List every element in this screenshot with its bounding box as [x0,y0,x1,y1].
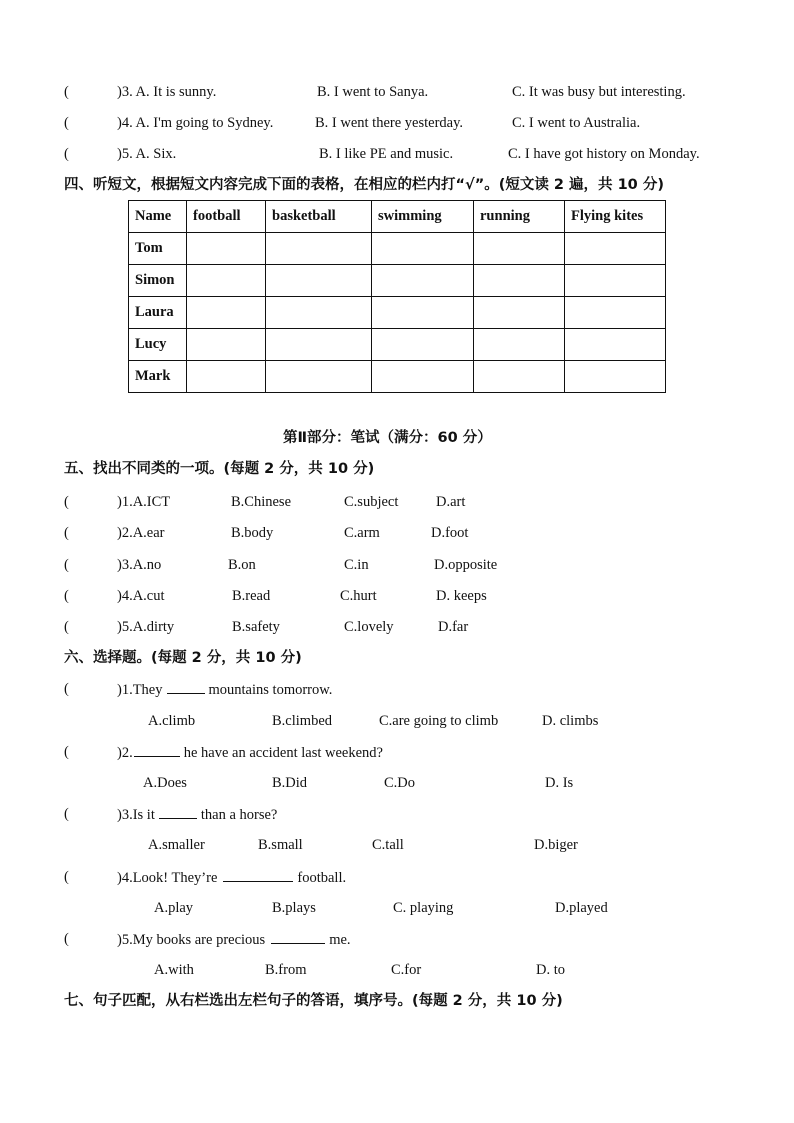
option-c: C.hurt [340,588,377,604]
fill-blank[interactable] [159,804,197,819]
row-name: Simon [129,265,187,297]
answer-cell[interactable] [474,361,565,393]
section-5-heading: 五、找出不同类的一项。(每题 2 分，共 10 分) [64,461,375,477]
answer-cell[interactable] [187,361,266,393]
table-row [129,361,666,393]
option-b: B.Chinese [231,494,292,510]
row-name: Mark [129,361,187,393]
answer-cell[interactable] [372,265,474,297]
option-c: C.in [344,557,369,573]
option-a: A.with [154,962,194,978]
option-b: B.small [258,837,303,853]
answer-paren: ( [64,588,69,604]
option-c: C.tall [372,837,404,853]
question-tail: he have an accident last weekend? [183,745,383,761]
option-c: C.lovely [344,619,394,635]
answer-paren: ( [64,806,69,822]
option-d: D. climbs [542,713,599,729]
option-c: C. playing [393,900,454,916]
question-tail: mountains tomorrow. [208,682,333,698]
table-row [129,265,666,297]
table-row [129,329,666,361]
answer-paren: ( [64,84,69,100]
option-b: B.plays [272,900,316,916]
answer-cell[interactable] [372,297,474,329]
answer-cell[interactable] [372,233,474,265]
answer-cell[interactable] [266,233,372,265]
answer-cell[interactable] [565,361,666,393]
question-stem: )1.They [117,682,163,698]
question-stem: )5.My books are precious [117,932,266,948]
answer-cell[interactable] [565,233,666,265]
question-tail: football. [297,870,347,886]
answer-paren: ( [64,681,69,697]
question-stem: )2. [117,745,133,761]
answer-cell[interactable] [266,265,372,297]
col-header: Name [129,201,187,233]
col-header: football [187,201,266,233]
row-name: Tom [129,233,187,265]
option-a: A.smaller [148,837,205,853]
option-c: C.subject [344,494,399,510]
question-text [117,804,277,825]
part-2-title: 第Ⅱ部分：笔试（满分：60 分） [283,430,492,446]
option-a: )4.A.cut [117,588,165,604]
section-7-heading: 七、句子匹配，从右栏选出左栏句子的答语，填序号。(每题 2 分，共 10 分) [64,993,563,1009]
option-a: A.climb [148,713,196,729]
answer-cell[interactable] [565,297,666,329]
fill-blank[interactable] [223,867,293,882]
answer-cell[interactable] [372,361,474,393]
answer-cell[interactable] [187,233,266,265]
col-header: Flying kites [565,201,666,233]
answer-cell[interactable] [187,329,266,361]
option-a: )4. A. I'm going to Sydney. [117,115,274,131]
fill-blank[interactable] [271,929,325,944]
question-stem: )3.Is it [117,807,155,823]
answer-paren: ( [64,557,69,573]
col-header: running [474,201,565,233]
question-tail: me. [329,932,351,948]
option-a: )5. A. Six. [117,146,177,162]
option-d: D.biger [534,837,578,853]
answer-cell[interactable] [372,329,474,361]
answer-paren: ( [64,931,69,947]
answer-cell[interactable] [187,297,266,329]
option-b: B. I like PE and music. [319,146,454,162]
fill-blank[interactable] [134,742,180,757]
option-c: C.for [391,962,422,978]
option-c: C. It was busy but interesting. [512,84,686,100]
answer-cell[interactable] [565,265,666,297]
option-c: C.arm [344,525,380,541]
option-a: )3.A.no [117,557,162,573]
answer-cell[interactable] [565,329,666,361]
question-text [117,679,332,700]
option-b: B.on [228,557,256,573]
option-d: D.far [438,619,469,635]
answer-cell[interactable] [474,297,565,329]
option-a: A.play [154,900,194,916]
question-text [117,867,346,888]
answer-paren: ( [64,146,69,162]
option-d: D. keeps [436,588,487,604]
option-b: B.read [232,588,271,604]
option-b: B.body [231,525,274,541]
fill-blank[interactable] [167,679,205,694]
answer-cell[interactable] [474,329,565,361]
answer-cell[interactable] [474,233,565,265]
answer-paren: ( [64,115,69,131]
answer-paren: ( [64,619,69,635]
col-header: basketball [266,201,372,233]
option-d: D.foot [431,525,469,541]
section-6-heading: 六、选择题。(每题 2 分，共 10 分) [64,650,302,666]
answer-paren: ( [64,494,69,510]
question-stem: )4.Look! They’re [117,870,218,886]
option-b: B.Did [272,775,308,791]
section-4-heading: 四、听短文，根据短文内容完成下面的表格，在相应的栏内打“√”。(短文读 2 遍，共 10 分) [64,177,664,193]
option-a: A.Does [143,775,187,791]
answer-cell[interactable] [187,265,266,297]
option-b: B. I went there yesterday. [315,115,464,131]
table-row [129,233,666,265]
option-a: )2.A.ear [117,525,165,541]
option-d: D. Is [545,775,574,791]
answer-cell[interactable] [474,265,565,297]
answer-cell[interactable] [266,329,372,361]
option-d: D.art [436,494,466,510]
table-row [129,297,666,329]
option-a: )3. A. It is sunny. [117,84,217,100]
question-tail: than a horse? [200,807,278,823]
col-header: swimming [372,201,474,233]
answer-paren: ( [64,525,69,541]
option-a: )5.A.dirty [117,619,175,635]
table-header-row [129,201,666,233]
option-c: C.are going to climb [379,713,499,729]
option-d: D. to [536,962,565,978]
sports-table [128,200,666,393]
option-c: C. I went to Australia. [512,115,641,131]
option-b: B.from [265,962,307,978]
question-text [117,742,383,763]
option-a: )1.A.ICT [117,494,171,510]
option-b: B. I went to Sanya. [317,84,429,100]
option-b: B.climbed [272,713,333,729]
option-d: D.opposite [434,557,498,573]
answer-cell[interactable] [266,361,372,393]
question-text [117,929,351,950]
answer-paren: ( [64,744,69,760]
option-d: D.played [555,900,608,916]
option-b: B.safety [232,619,280,635]
row-name: Laura [129,297,187,329]
option-c: C.Do [384,775,416,791]
answer-paren: ( [64,869,69,885]
option-c: C. I have got history on Monday. [508,146,700,162]
answer-cell[interactable] [266,297,372,329]
row-name: Lucy [129,329,187,361]
